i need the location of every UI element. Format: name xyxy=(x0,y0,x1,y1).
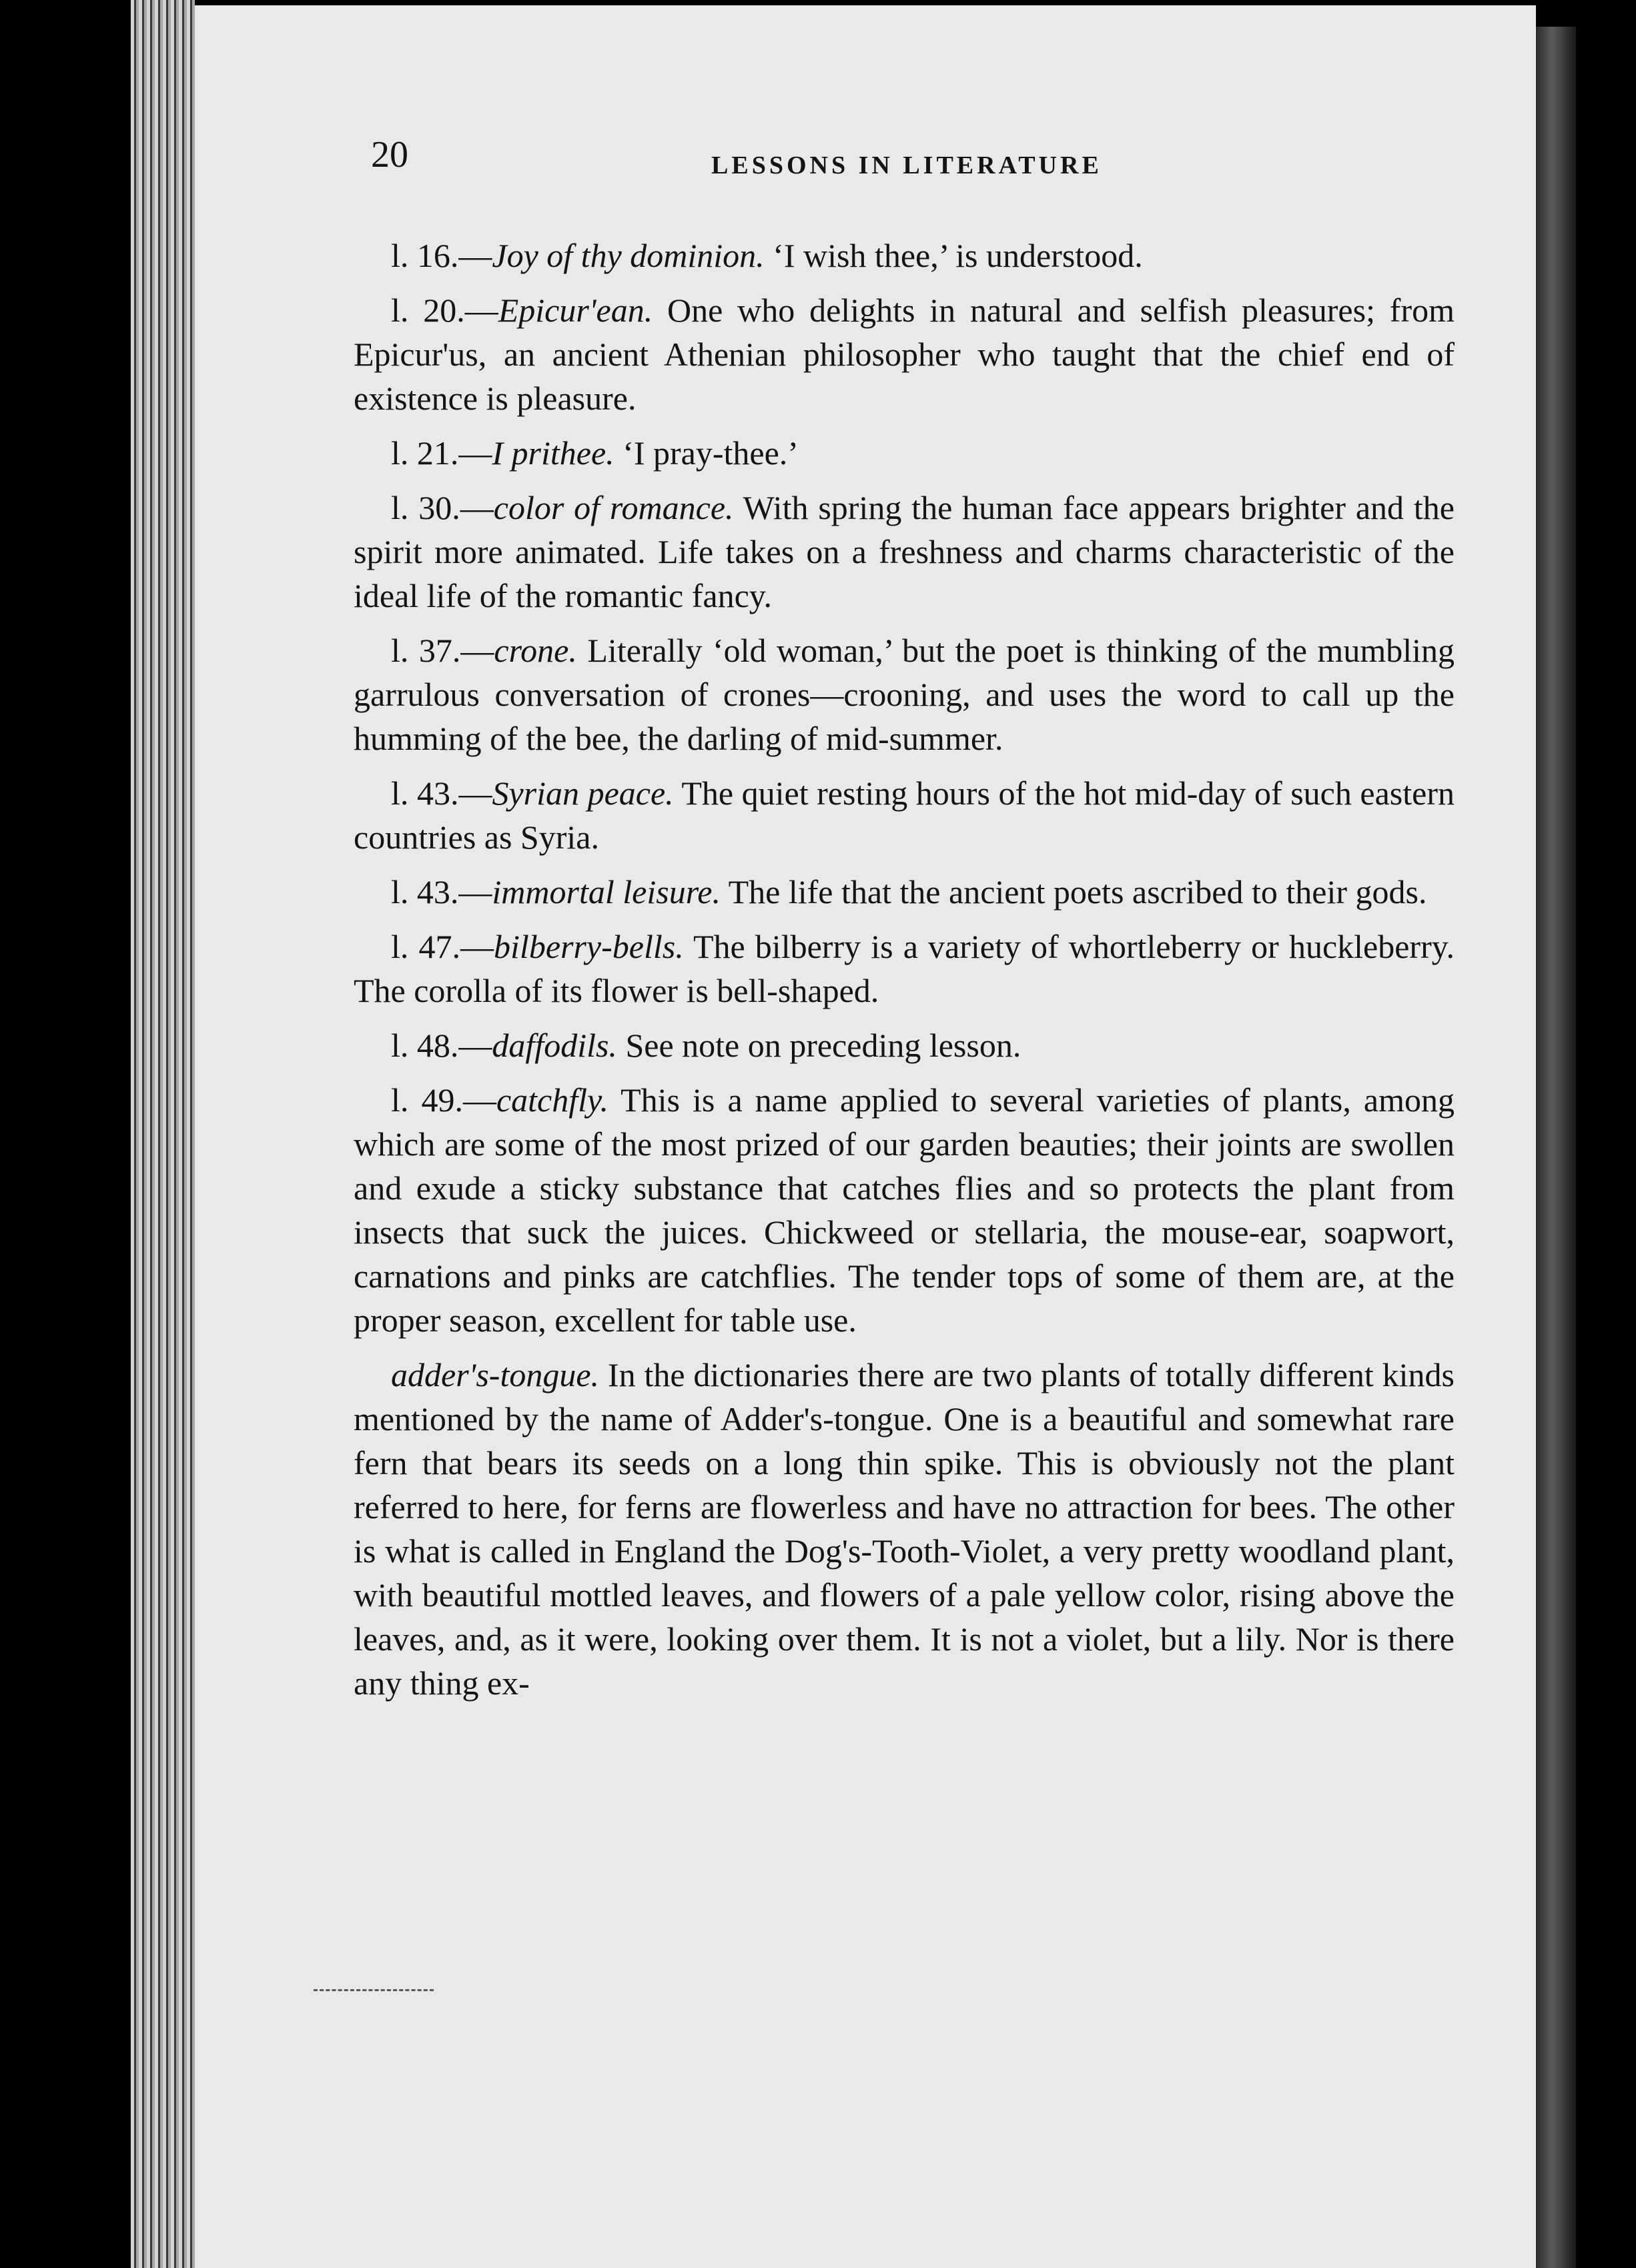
note-text: Literally ‘old woman,’ but the poet is thinking of the mumbling garrulous conversation of crones—crooning, and uses the word to call up the humming of the bee, the darling of mid-summer. xyxy=(354,632,1455,757)
note-paragraph xyxy=(354,628,1455,760)
note-text: ‘I pray-thee.’ xyxy=(614,434,799,472)
note-text: This is a name applied to several varieties of plants, among which are some of the most prized of our garden beauties; their joints are swollen and exude a sticky substance that catches flies and so protects the plant from insects that suck the juices. Chickweed or stellaria, the mouse-ear, soapwort, carnations and pinks are catchflies. The tender tops of some of them are, at the proper season, excellent for table use. xyxy=(354,1081,1455,1339)
note-term: Syrian peace. xyxy=(492,774,674,812)
line-reference: l. 47.— xyxy=(391,928,494,965)
line-reference: l. 49.— xyxy=(391,1081,496,1119)
note-paragraph xyxy=(354,1023,1455,1067)
line-reference: l. 43.— xyxy=(391,774,492,812)
note-text: ‘I wish thee,’ is understood. xyxy=(764,237,1143,274)
note-text: The life that the ancient poets ascribed to their gods. xyxy=(720,873,1427,911)
line-reference: l. 48.— xyxy=(391,1027,492,1064)
running-head: LESSONS IN LITERATURE xyxy=(711,151,1102,179)
note-paragraph xyxy=(354,870,1455,914)
note-paragraph xyxy=(354,1353,1455,1705)
line-reference: l. 43.— xyxy=(391,873,492,911)
note-paragraph xyxy=(354,771,1455,859)
page-edges xyxy=(131,0,195,2268)
note-paragraph xyxy=(354,925,1455,1013)
note-term: adder's-tongue. xyxy=(391,1356,600,1393)
note-text: With spring the human face appears brighter and the spirit more animated. Life takes on a freshness and charms characteristic of the ideal life of the romantic fancy. xyxy=(354,489,1455,614)
line-reference: l. 20.— xyxy=(391,292,498,329)
note-term: immortal leisure. xyxy=(492,873,721,911)
notes-body xyxy=(354,233,1455,1716)
binding-shadow xyxy=(1536,27,1576,2268)
line-reference: l. 16.— xyxy=(391,237,492,274)
note-term: Joy of thy dominion. xyxy=(492,237,765,274)
note-text: The quiet resting hours of the hot mid-day of such eastern countries as Syria. xyxy=(354,774,1455,856)
note-term: I prithee. xyxy=(492,434,615,472)
printer-mark xyxy=(314,1989,434,1991)
note-term: catchfly. xyxy=(496,1081,608,1119)
line-reference: l. 37.— xyxy=(391,632,494,669)
note-paragraph xyxy=(354,233,1455,277)
note-paragraph xyxy=(354,486,1455,618)
note-term: crone. xyxy=(494,632,577,669)
note-paragraph xyxy=(354,288,1455,420)
note-paragraph xyxy=(354,431,1455,475)
line-reference: l. 30.— xyxy=(391,489,494,526)
note-text: See note on preceding lesson. xyxy=(617,1027,1021,1064)
note-term: daffodils. xyxy=(492,1027,617,1064)
note-text: In the dictionaries there are two plants of totally different kinds mentioned by the name of Adder's-tongue. One is a beautiful and somewhat rare fern that bears its seeds on a long thin spike. This is obviously not the plant referred to here, for ferns are flowerless and have no attraction for bees. The other is what is called in England the Dog's-Tooth-Violet, a very pretty woodland plant, with beautiful mottled leaves, and flowers of a pale yellow color, rising above the leaves, and, as it were, looking over them. It is not a violet, but a lily. Nor is there any thing ex- xyxy=(354,1356,1455,1702)
note-paragraph xyxy=(354,1078,1455,1342)
note-term: Epicur'ean. xyxy=(498,292,653,329)
page-number: 20 xyxy=(371,134,408,175)
note-term: color of romance. xyxy=(493,489,734,526)
note-term: bilberry-bells. xyxy=(494,928,684,965)
line-reference: l. 21.— xyxy=(391,434,492,472)
note-text: One who delights in natural and selfish pleasures; from Epicur'us, an ancient Athenian philosopher who taught that the chief end of existence is pleasure. xyxy=(354,292,1455,417)
note-text: The bilberry is a variety of whortleberry or huckleberry. The corolla of its flower is bell-shaped. xyxy=(354,928,1455,1009)
